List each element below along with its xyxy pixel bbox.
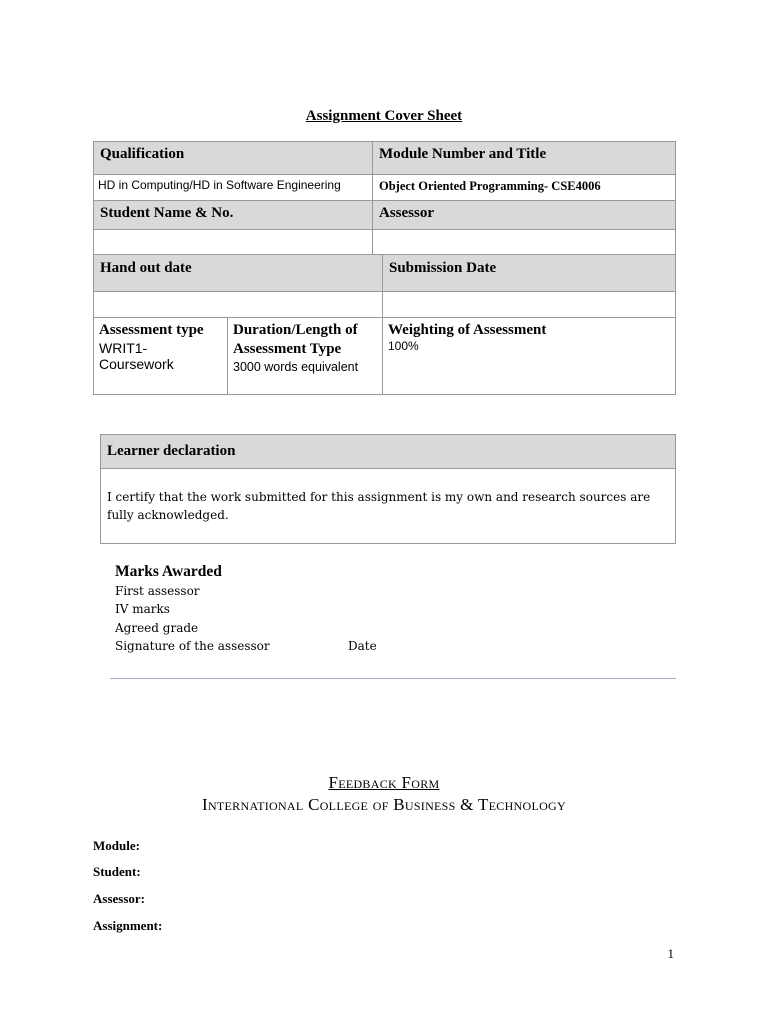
- marks-title: Marks Awarded: [115, 563, 222, 580]
- submission-date-header: Submission Date: [382, 254, 676, 292]
- weighting-label: Weighting of Assessment: [388, 322, 547, 338]
- assessment-type-label: Assessment type: [99, 322, 204, 338]
- weighting-cell: [382, 317, 676, 395]
- feedback-title-text: Feedback Form: [328, 773, 440, 792]
- declaration-text: I certify that the work submitted for this assignment is my own and research sources are fully acknowledged.: [100, 468, 676, 544]
- duration-label: Duration/Length of: [233, 322, 358, 338]
- student-field-label: Student:: [93, 864, 141, 879]
- student-name-field[interactable]: [93, 229, 373, 255]
- assessor-field-label: Assessor:: [93, 891, 145, 906]
- handout-date-field[interactable]: [93, 291, 383, 318]
- handout-date-header: Hand out date: [93, 254, 383, 292]
- declaration-title: Learner declaration: [100, 434, 676, 469]
- assessment-type-cell: [93, 317, 228, 395]
- duration-value: 3000 words equivalent: [233, 360, 359, 374]
- page-title: Assignment Cover Sheet: [305, 108, 463, 124]
- agreed-grade-label: Agreed grade: [115, 621, 199, 635]
- page-number: 1: [667, 946, 674, 961]
- college-name: [0, 795, 768, 815]
- student-name-header: Student Name & No.: [93, 200, 373, 230]
- signature-label: Signature of the assessor: [115, 639, 270, 653]
- iv-marks-label: IV marks: [115, 602, 170, 616]
- date-label: Date: [348, 639, 377, 653]
- duration-cell: [227, 317, 383, 395]
- college-name-text: International College of Business & Technology: [201, 795, 566, 814]
- assessment-type-value: WRIT1-Coursework: [99, 340, 174, 372]
- feedback-title: [0, 773, 768, 793]
- divider: [110, 678, 676, 679]
- qualification-value: HD in Computing/HD in Software Engineering: [93, 174, 373, 201]
- assignment-field-label: Assignment:: [93, 918, 163, 933]
- weighting-value: 100%: [388, 339, 419, 353]
- submission-date-field[interactable]: [382, 291, 676, 318]
- qualification-header: Qualification: [93, 141, 373, 175]
- assessor-header: Assessor: [372, 200, 676, 230]
- module-value: Object Oriented Programming- CSE4006: [372, 174, 676, 201]
- module-field-label: Module:: [93, 838, 140, 853]
- assessor-field[interactable]: [372, 229, 676, 255]
- first-assessor-label: First assessor: [115, 584, 200, 598]
- duration-label-2: Assessment Type: [233, 341, 342, 357]
- module-header: Module Number and Title: [372, 141, 676, 175]
